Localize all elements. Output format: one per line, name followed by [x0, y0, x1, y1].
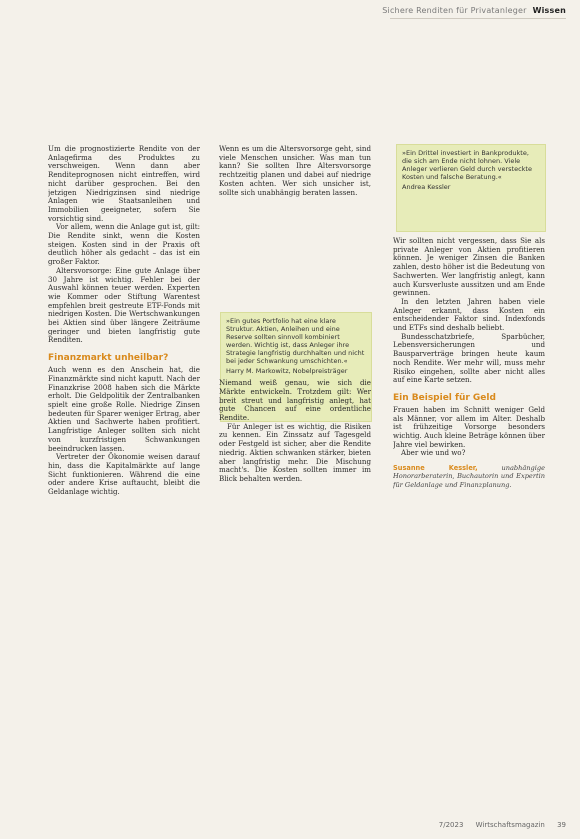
footer-issue: 7/2023	[438, 821, 464, 829]
author-description: unabhängige Honorarberaterin, Buchautorin und Expertin für Geldanlage und Finanzplanung.	[393, 464, 545, 489]
paragraph: Wenn es um die Altersvorsorge geht, sind viele Menschen unsicher. Was man tun kann? Sie sollten Ihre Altersvorsorge rechtzeitig planen und dabei auf niedrige Kosten achten. Wer sich unsicher ist, sollte sich unabhängig beraten lassen.	[219, 145, 371, 197]
paragraph: Aber wie und wo?	[401, 448, 466, 458]
paragraph: Bundesschatzbriefe, Sparbücher, Lebensversicherungen und Bausparverträge bringen heute kaum noch Rendite. Wer mehr will, muss mehr Risiko eingehen, sollte aber nicht alles auf eine Karte setzen.	[393, 331, 545, 385]
section-heading: Finanzmarkt unheilbar?	[48, 353, 169, 364]
paragraph: Frauen haben im Schnitt weniger Geld als Männer, vor allem im Alter. Deshalb ist frühzeitige Vorsorge besonders wichtig. Auch kleine Beträge können über Jahre viel bewirken.	[393, 404, 545, 449]
quote-box	[396, 144, 546, 232]
paragraph: Altersvorsorge: Eine gute Anlage über 30 Jahre ist wichtig. Fehler bei der Auswahl können teuer werden. Experten wie Kommer oder Stiftung Warentest empfehlen breit gestreute ETF-Fonds mit niedrigen Kosten. Die Wertschwankungen bei Aktien sind über längere Zeiträume geringer und bieten langfristig gute Renditen.	[48, 265, 200, 345]
column-1	[48, 145, 200, 825]
quote-box-spacer	[219, 197, 371, 379]
section-heading: Ein Beispiel für Geld	[393, 392, 496, 403]
paragraph: Wir sollten nicht vergessen, dass Sie als private Anleger von Aktien profitieren können. Je weniger Zinsen die Banken zahlen, desto höher ist die Bedeutung von Sachwerten. Wer langfristig anlegt, kann auch Kursverluste aussitzen und am Ende gewinnen.	[393, 237, 545, 298]
paragraph: Um die prognostizierte Rendite von der Anlagefirma des Produktes zu verschweigen. Wenn dann aber Renditeprognosen nicht eintreffen, wird nicht darüber gesprochen. Bei den jetzigen Niedrigzinsen sind niedrige Anlagen wie Staatsanleihen und Immobilien geeigneter, sofern Sie vorsichtig sind.	[48, 145, 200, 223]
page-number: 39	[557, 821, 566, 829]
header-section: Sichere Renditen für Privatanleger	[382, 6, 527, 15]
footer-magazine: Wirtschaftsmagazin	[475, 821, 545, 829]
quote-attribution: Andrea Kessler	[402, 183, 451, 191]
quote-attribution: Harry M. Markowitz, Nobelpreisträger	[226, 367, 348, 375]
paragraph: Vertreter der Ökonomie weisen darauf hin, dass die Kapitalmärkte auf lange Sicht funktionieren. Während die eine oder andere Krise auftaucht, bleibt die Geldanlage wichtig.	[48, 452, 200, 497]
paragraph: Niemand weiß genau, wie sich die Märkte entwickeln. Trotzdem gilt: Wer breit streut und langfristig anlegt, hat gute Chancen auf eine ordentliche Rendite.	[219, 378, 371, 423]
page-footer	[429, 821, 566, 829]
header-category: Wissen	[532, 6, 566, 15]
quote-text: »Ein gutes Portfolio hat eine klare Struktur. Aktien, Anleihen und eine Reserve sollten sinnvoll kombiniert werden. Wichtig ist, dass Anleger ihre Strategie langfristig durchhalten und nicht bei jeder Schwankung umschichten.«	[226, 317, 365, 365]
column-2	[219, 145, 371, 825]
quote-text: »Ein Drittel investiert in Bankprodukte, die sich am Ende nicht lohnen. Viele Anleger verlieren Geld durch versteckte Kosten und falsche Beratung.«	[402, 149, 532, 181]
paragraph: Für Anleger ist es wichtig, die Risiken zu kennen. Ein Zinssatz auf Tagesgeld oder Festgeld ist sicher, aber die Rendite niedrig. Aktien schwanken stärker, bieten aber langfristig mehr. Die Mischung macht's. Die Kosten sollten immer im Blick behalten werden.	[219, 421, 371, 483]
column-3	[393, 237, 545, 827]
author-name: Susanne Kessler,	[393, 464, 478, 473]
running-header	[382, 6, 566, 15]
paragraph: In den letzten Jahren haben viele Anleger erkannt, dass Kosten ein entscheidender Faktor sind. Indexfonds und ETFs sind deshalb beliebt.	[393, 296, 545, 333]
paragraph: Auch wenn es den Anschein hat, die Finanzmärkte sind nicht kaputt. Nach der Finanzkrise 2008 haben sich die Märkte erholt. Die Geldpolitik der Zentralbanken spielt eine große Rolle. Niedrige Zinsen bedeuten für Sparer weniger Ertrag, aber Aktien und Sachwerte haben profitiert. Langfristige Anleger sollten sich nicht von kurzfristigen Schwankungen beeindrucken lassen.	[48, 365, 200, 453]
header-rule	[390, 18, 566, 19]
author-bio	[393, 464, 545, 489]
paragraph: Vor allem, wenn die Anlage gut ist, gilt: Die Rendite sinkt, wenn die Kosten steigen. Kosten sind in der Praxis oft deutlich höher als gedacht – das ist ein großer Faktor.	[48, 222, 200, 267]
